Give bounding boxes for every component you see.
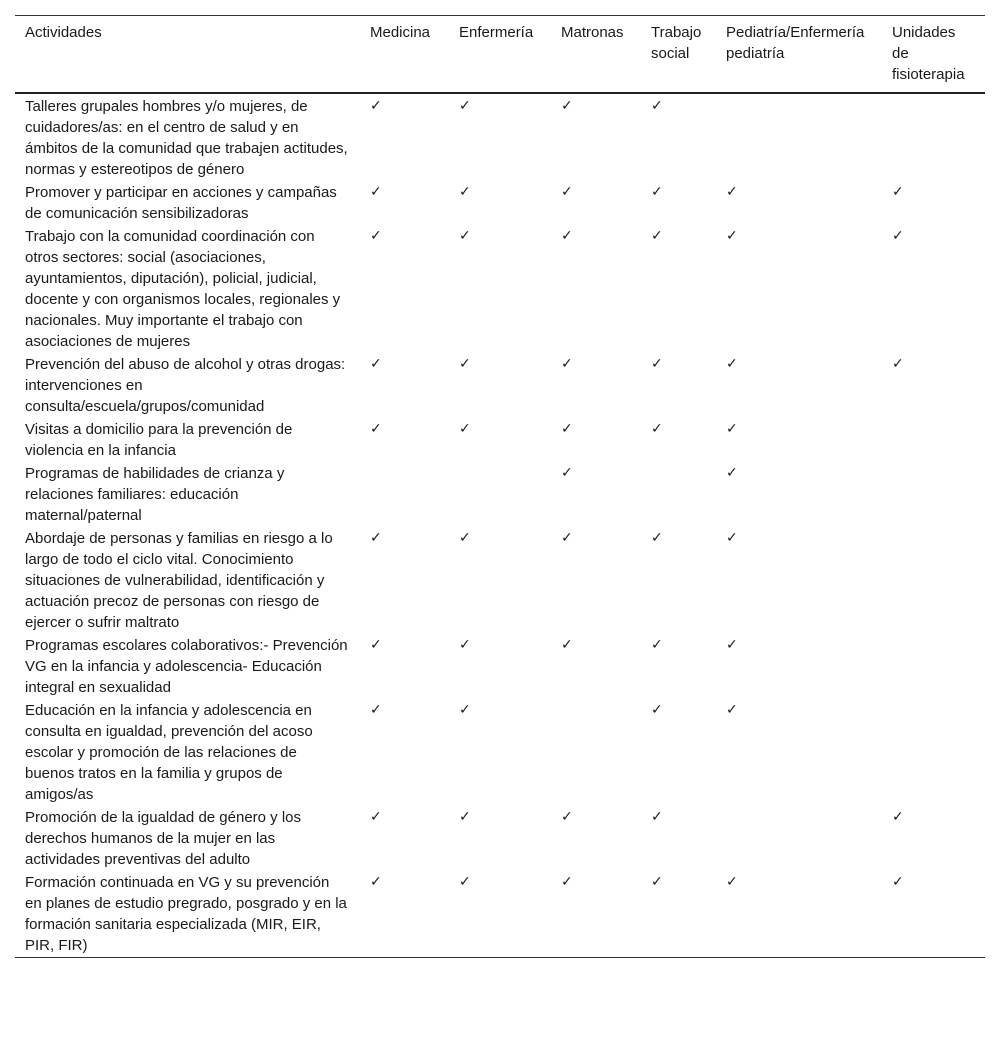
table-row: [15, 699, 985, 806]
check-cell-matronas: ✓: [561, 465, 573, 481]
check-cell-fisioterapia: [882, 93, 985, 181]
check-cell-enfermeria: ✓: [459, 809, 471, 825]
check-cell-pediatria: [716, 93, 882, 181]
header-fisioterapia: Unidades de fisioterapia: [892, 24, 965, 83]
check-cell-medicina: ✓: [370, 637, 382, 653]
check-cell-medicina: ✓: [370, 356, 382, 372]
check-cell-fisioterapia: ✓: [892, 874, 904, 890]
check-cell-fisioterapia: ✓: [892, 809, 904, 825]
header-matronas: Matronas: [561, 24, 624, 41]
activity-cell: Talleres grupales hombres y/o mujeres, de cuidadores/as: en el centro de salud y en ámbitos de la comunidad que trabajen actitudes, normas y estereotipos de género: [25, 98, 348, 178]
check-cell-pediatria: [716, 806, 882, 871]
table-row: [15, 418, 985, 462]
activity-cell: Promoción de la igualdad de género y los derechos humanos de la mujer en las actividades preventivas del adulto: [25, 809, 302, 868]
check-cell-fisioterapia: ✓: [892, 184, 904, 200]
activity-cell: Visitas a domicilio para la prevención de violencia en la infancia: [25, 421, 293, 459]
activities-table: [15, 15, 985, 958]
activity-cell: Prevención del abuso de alcohol y otras drogas: intervenciones en consulta/escuela/grupos/comunidad: [25, 356, 346, 415]
check-cell-pediatria: ✓: [726, 356, 738, 372]
table-body: [15, 93, 985, 958]
check-cell-fisioterapia: [882, 418, 985, 462]
check-cell-fisioterapia: [882, 527, 985, 634]
header-medicina: Medicina: [370, 24, 431, 41]
check-cell-fisioterapia: ✓: [892, 228, 904, 244]
table-row: [15, 93, 985, 181]
table-header: [15, 16, 985, 94]
check-cell-trabajo-social: [641, 462, 716, 527]
check-cell-pediatria: ✓: [726, 874, 738, 890]
check-cell-medicina: ✓: [370, 809, 382, 825]
activity-cell: Trabajo con la comunidad coordinación con otros sectores: social (asociaciones, ayuntamientos, diputación), policial, judicial, docente y con organismos locales, regionales y nacionales. Muy importante el trabajo con asociaciones de mujeres: [25, 228, 341, 350]
check-cell-matronas: ✓: [561, 530, 573, 546]
table-row: [15, 353, 985, 418]
activity-cell: Abordaje de personas y familias en riesgo a lo largo de todo el ciclo vital. Conocimiento situaciones de vulnerabilidad, identificación y actuación precoz de personas con riesgo de ejercer o sufrir maltrato: [25, 530, 333, 631]
check-cell-trabajo-social: ✓: [651, 637, 663, 653]
table-row: [15, 225, 985, 353]
check-cell-enfermeria: ✓: [459, 184, 471, 200]
check-cell-matronas: ✓: [561, 637, 573, 653]
activity-cell: Programas de habilidades de crianza y relaciones familiares: educación maternal/paternal: [25, 465, 285, 524]
check-cell-trabajo-social: ✓: [651, 874, 663, 890]
table-row: [15, 181, 985, 225]
check-cell-enfermeria: ✓: [459, 228, 471, 244]
check-cell-pediatria: ✓: [726, 530, 738, 546]
check-cell-medicina: ✓: [370, 184, 382, 200]
check-cell-medicina: ✓: [370, 421, 382, 437]
check-cell-enfermeria: ✓: [459, 637, 471, 653]
check-cell-medicina: [360, 462, 449, 527]
check-cell-matronas: ✓: [561, 98, 573, 114]
check-cell-matronas: ✓: [561, 228, 573, 244]
table-row: [15, 871, 985, 958]
check-cell-enfermeria: ✓: [459, 530, 471, 546]
check-cell-trabajo-social: ✓: [651, 98, 663, 114]
check-cell-trabajo-social: ✓: [651, 530, 663, 546]
header-actividades: Actividades: [25, 24, 102, 41]
check-cell-pediatria: ✓: [726, 702, 738, 718]
check-cell-trabajo-social: ✓: [651, 702, 663, 718]
check-cell-pediatria: ✓: [726, 184, 738, 200]
activity-cell: Educación en la infancia y adolescencia en consulta en igualdad, prevención del acoso escolar y promoción de las relaciones de buenos tratos en la familia y grupos de amigos/as: [25, 702, 313, 803]
activity-cell: Promover y participar en acciones y campañas de comunicación sensibilizadoras: [25, 184, 337, 222]
header-trabajo-social: Trabajo social: [651, 24, 702, 62]
check-cell-trabajo-social: ✓: [651, 809, 663, 825]
activities-table-container: [15, 15, 985, 958]
header-enfermeria: Enfermería: [459, 24, 534, 41]
check-cell-medicina: ✓: [370, 874, 382, 890]
check-cell-trabajo-social: ✓: [651, 421, 663, 437]
check-cell-medicina: ✓: [370, 530, 382, 546]
check-cell-pediatria: ✓: [726, 421, 738, 437]
check-cell-matronas: [551, 699, 641, 806]
check-cell-fisioterapia: ✓: [892, 356, 904, 372]
check-cell-fisioterapia: [882, 634, 985, 699]
check-cell-matronas: ✓: [561, 356, 573, 372]
table-row: [15, 634, 985, 699]
activity-cell: Formación continuada en VG y su prevención en planes de estudio pregrado, posgrado y en la formación sanitaria especializada (MIR, EIR, PIR, FIR): [25, 874, 347, 954]
check-cell-pediatria: ✓: [726, 228, 738, 244]
check-cell-enfermeria: ✓: [459, 421, 471, 437]
check-cell-matronas: ✓: [561, 184, 573, 200]
check-cell-enfermeria: [449, 462, 551, 527]
check-cell-enfermeria: ✓: [459, 874, 471, 890]
check-cell-fisioterapia: [882, 462, 985, 527]
check-cell-trabajo-social: ✓: [651, 184, 663, 200]
activity-cell: Programas escolares colaborativos:- Prevención VG en la infancia y adolescencia- Educación integral en sexualidad: [25, 637, 348, 696]
check-cell-pediatria: ✓: [726, 465, 738, 481]
check-cell-enfermeria: ✓: [459, 98, 471, 114]
check-cell-enfermeria: ✓: [459, 702, 471, 718]
check-cell-trabajo-social: ✓: [651, 356, 663, 372]
check-cell-fisioterapia: [882, 699, 985, 806]
check-cell-medicina: ✓: [370, 98, 382, 114]
check-cell-medicina: ✓: [370, 702, 382, 718]
check-cell-enfermeria: ✓: [459, 356, 471, 372]
table-row: [15, 462, 985, 527]
check-cell-pediatria: ✓: [726, 637, 738, 653]
table-row: [15, 806, 985, 871]
header-row: [15, 16, 985, 94]
check-cell-matronas: ✓: [561, 809, 573, 825]
table-row: [15, 527, 985, 634]
check-cell-matronas: ✓: [561, 421, 573, 437]
header-pediatria: Pediatría/Enfermería pediatría: [726, 24, 865, 62]
check-cell-medicina: ✓: [370, 228, 382, 244]
check-cell-matronas: ✓: [561, 874, 573, 890]
check-cell-trabajo-social: ✓: [651, 228, 663, 244]
